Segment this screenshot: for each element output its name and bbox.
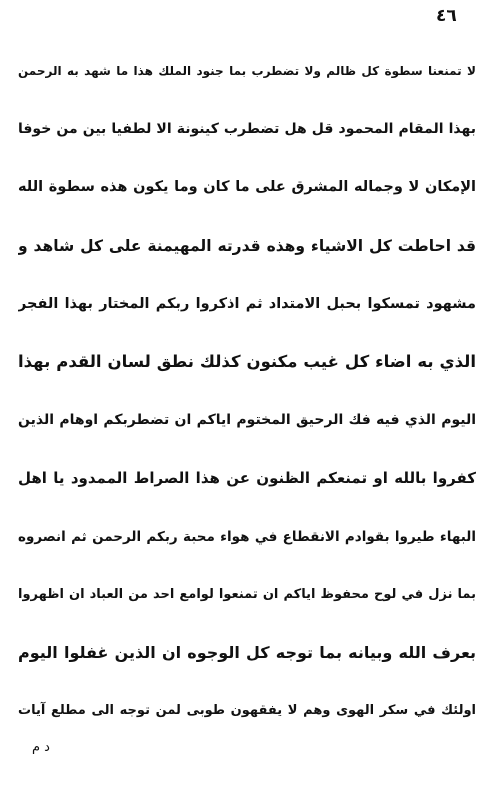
text-line: اولئك في سكر الهوى وهم لا يفقهون طوبى لمن توجه الى مطلع آيات xyxy=(18,703,476,719)
text-block xyxy=(18,42,476,740)
text-line: قد احاطت كل الاشياء وهذه قدرته المهيمنة على كل شاهد و xyxy=(18,236,476,255)
text-line: الذي به اضاء كل غيب مكنون كذلك نطق لسان القدم بهذا xyxy=(18,351,476,371)
text-line: بهذا المقام المحمود قل هل تضطرب كينونة الا لطفيا بين من خوفا xyxy=(18,121,476,138)
text-line: مشهود تمسكوا بحبل الامتداد ثم اذكروا ربكم المختار بهذا الفجر xyxy=(18,295,476,312)
page-number: ٤٦ xyxy=(436,6,457,26)
text-line: بما نزل في لوح محفوظ اياكم ان تمنعوا لوامع احد من العباد ان اظهروا xyxy=(18,586,476,602)
text-line: لا تمنعنا سطوة كل ظالم ولا تضطرب بما جنود الملك هذا ما شهد به الرحمن xyxy=(18,64,476,78)
text-line: بعرف الله وبيانه بما توجه كل الوجوه ان الذين غفلوا اليوم xyxy=(18,642,476,662)
text-line: البهاء طيروا بقوادم الانقطاع في هواء محبة ربكم الرحمن ثم انصروه xyxy=(18,528,476,545)
text-line: كفروا بالله او تمنعكم الظنون عن هذا الصراط الممدود يا اهل xyxy=(18,469,476,488)
footer-mark: د م xyxy=(32,740,50,755)
text-line: اليوم الذي فيه فك الرحيق المختوم اياكم ان تضطربكم اوهام الذين xyxy=(18,412,476,429)
text-line: الإمكان لا وجماله المشرق على ما كان وما يكون هذه سطوة الله xyxy=(18,179,476,196)
